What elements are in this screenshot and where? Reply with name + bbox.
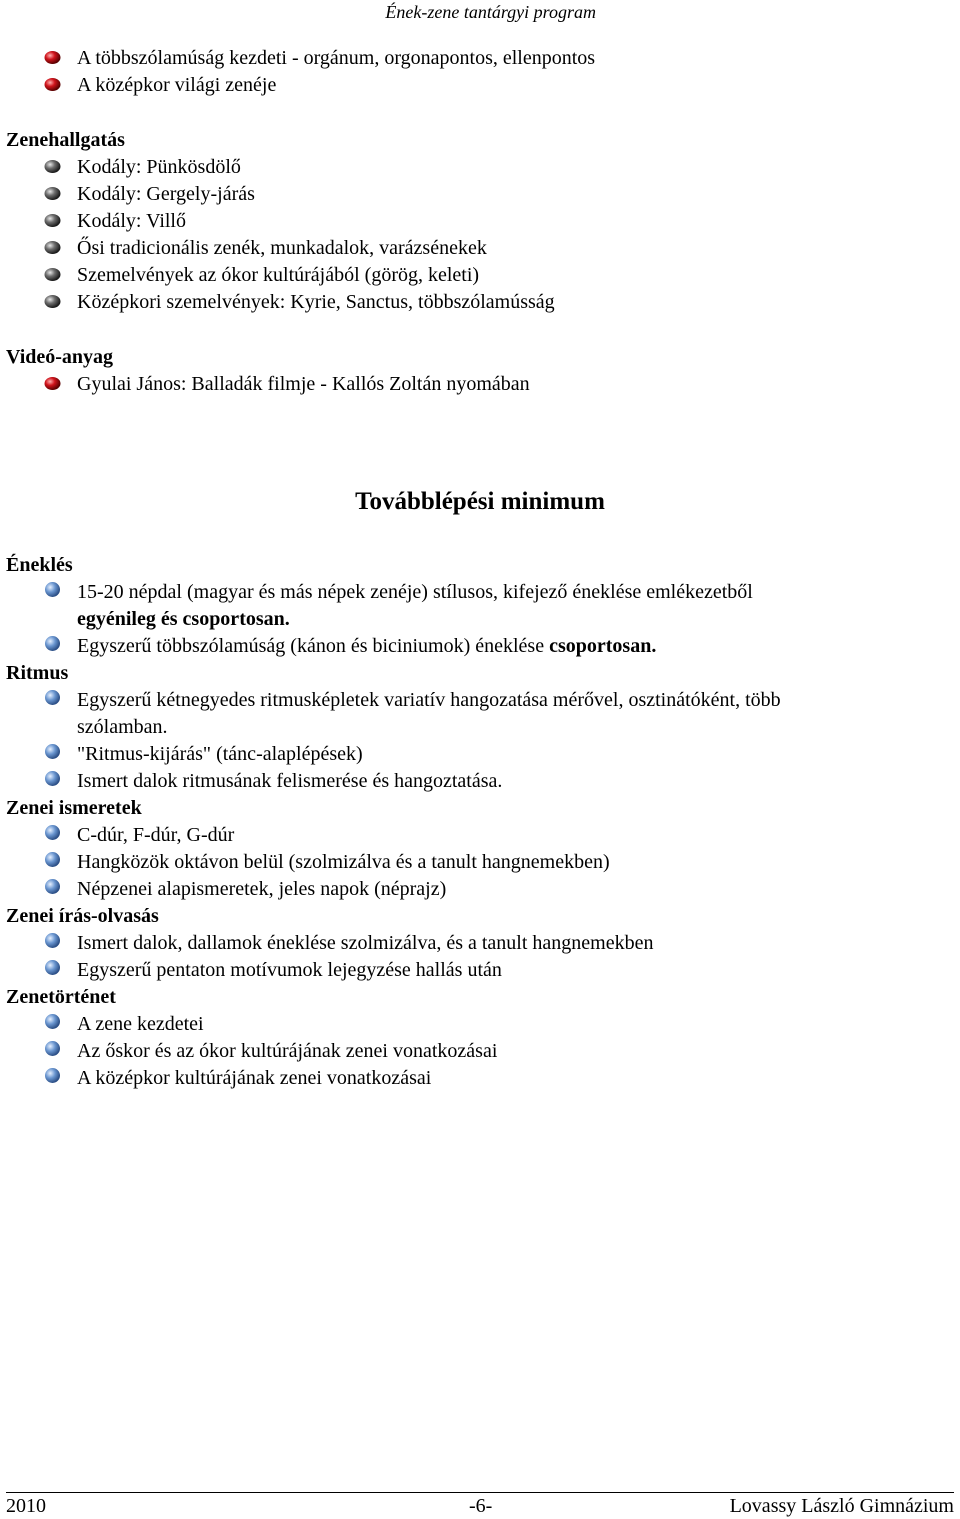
footer-year: 2010 (6, 1495, 46, 1517)
blue-bullet-icon (44, 635, 61, 652)
red-bullet-icon (44, 76, 61, 93)
list-item: "Ritmus-kijárás" (tánc-alaplépések) (77, 743, 363, 765)
list-item-continuation: egyénileg és csoportosan. (77, 608, 290, 630)
section-heading-zenehallgatas: Zenehallgatás (6, 129, 125, 151)
list-item: Középkori szemelvények: Kyrie, Sanctus, többszólamússág (77, 291, 555, 313)
footer-divider (6, 1492, 954, 1493)
blue-bullet-icon (44, 932, 61, 949)
list-item-text: Egyszerű többszólamúság (kánon és biciniumok) éneklése (77, 635, 550, 657)
blue-bullet-icon (44, 743, 61, 760)
list-item: Egyszerű kétnegyedes ritmusképletek variatív hangozatása mérővel, osztinátóként, több (77, 689, 781, 711)
red-bullet-icon (44, 49, 61, 66)
blue-bullet-icon (44, 851, 61, 868)
section-heading-ekneles: Éneklés (6, 554, 73, 576)
list-item: Kodály: Pünkösdölő (77, 156, 241, 178)
footer-page-number: -6- (469, 1495, 493, 1517)
blue-bullet-icon (44, 1067, 61, 1084)
footer-school: Lovassy László Gimnázium (729, 1495, 954, 1517)
blue-bullet-icon (44, 878, 61, 895)
gray-bullet-icon (44, 239, 61, 256)
section-heading-iras-olvasas: Zenei írás-olvasás (6, 905, 159, 927)
gray-bullet-icon (44, 158, 61, 175)
section-heading-zenetortenet: Zenetörténet (6, 986, 116, 1008)
blue-bullet-icon (44, 689, 61, 706)
page-header: Ének-zene tantárgyi program (385, 2, 596, 22)
list-item: Hangközök oktávon belül (szolmizálva és a tanult hangnemekben) (77, 851, 610, 873)
section-heading-video: Videó-anyag (6, 346, 114, 368)
gray-bullet-icon (44, 293, 61, 310)
list-item: A zene kezdetei (77, 1013, 204, 1035)
gray-bullet-icon (44, 185, 61, 202)
list-item: Ismert dalok, dallamok éneklése szolmizálva, és a tanult hangnemekben (77, 932, 654, 954)
list-item: A többszólamúság kezdeti - orgánum, orgonapontos, ellenpontos (77, 47, 596, 69)
list-item-emphasis: csoportosan. (549, 635, 657, 657)
section-heading-zenei-ismeretek: Zenei ismeretek (6, 797, 142, 819)
blue-bullet-icon (44, 824, 61, 841)
list-item: Az őskor és az ókor kultúrájának zenei vonatkozásai (77, 1040, 498, 1062)
gray-bullet-icon (44, 212, 61, 229)
list-item: Népzenei alapismeretek, jeles napok (néprajz) (77, 878, 447, 900)
list-item: Gyulai János: Balladák filmje - Kallós Zoltán nyomában (77, 373, 530, 395)
list-item: Kodály: Gergely-járás (77, 183, 255, 205)
list-item: A középkor kultúrájának zenei vonatkozásai (77, 1067, 432, 1089)
red-bullet-icon (44, 375, 61, 392)
blue-bullet-icon (44, 1040, 61, 1057)
section-title: Továbblépési minimum (355, 488, 605, 515)
list-item: A középkor világi zenéje (77, 74, 277, 96)
list-item: Egyszerű pentaton motívumok lejegyzése hallás után (77, 959, 502, 981)
list-item: Kodály: Villő (77, 210, 186, 232)
list-item: C-dúr, F-dúr, G-dúr (77, 824, 235, 846)
list-item (77, 633, 656, 659)
list-item: 15-20 népdal (magyar és más népek zenéje) stílusos, kifejező éneklése emlékezetből (77, 581, 753, 603)
blue-bullet-icon (44, 581, 61, 598)
blue-bullet-icon (44, 1013, 61, 1030)
list-item: Szemelvények az ókor kultúrájából (görög, keleti) (77, 264, 480, 286)
blue-bullet-icon (44, 770, 61, 787)
gray-bullet-icon (44, 266, 61, 283)
list-item: Ismert dalok ritmusának felismerése és hangoztatása. (77, 770, 503, 792)
blue-bullet-icon (44, 959, 61, 976)
section-heading-ritmus: Ritmus (6, 662, 69, 684)
list-item-continuation: szólamban. (77, 716, 168, 738)
list-item: Ősi tradicionális zenék, munkadalok, varázsénekek (77, 237, 487, 259)
